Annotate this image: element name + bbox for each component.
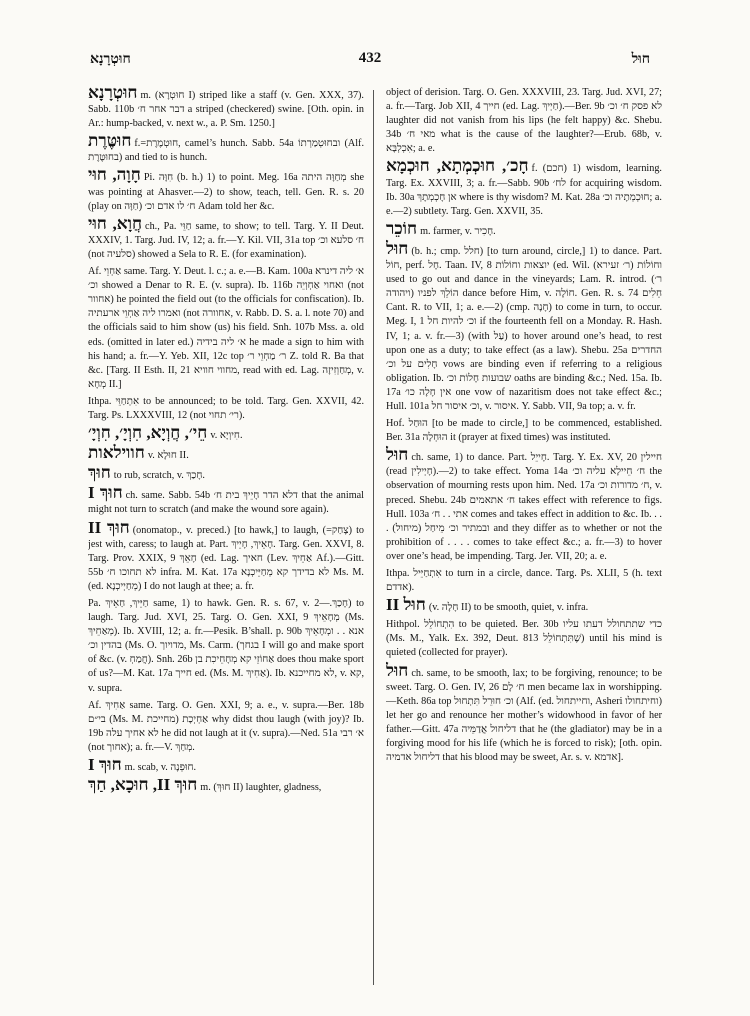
entry-headword: חוּךְ II, חוּכָא, חַךְ [88,775,198,795]
entry-text: (b. h.; cmp. חלל) [to turn around, circle,] 1) to dance. Part. חוֹל, perf. חָל. Taan. IV, 8 יוצאות וחוֹלוֹת (ed. Wil. וחוֹלוֹת (ר׳ זעירא) used to go out and dance in the vineyards; Lam. R. introd. (ר׳ ויהודה) הוֹלֵךְ לפניו dance before Him, v. חוֹלֶה. Gen. R. s. 74 חֵלִים Cant. R. to VII, 1; a. e.—2) (cmp. חָנָה) to come in turn, to occur. Meg. I, 1 וכ׳ להיות חל if the fourteenth fell on a Monday. R. Hash. IV, 1; a. v. fr.—3) (with עַל) to hover around one’s head, to rest upon one as a duty; to take effect (as a law). Shebu. 25a החדרים חָלִים על וכ׳ vows are binding even if referring to a religious obligation. Ib. שבועות חָלוֹת וכ׳ oaths are binding &c.; Ned. 15a. Ib. 17a אין חָלָה כו׳ one vow of nazaritism does not take effect &c.; Hull. 101a וכ׳ איסור חל, v. איסור. Y. Sabb. VII, 9a top; a. v. fr. [386,245,662,412]
dictionary-entry [386,238,662,414]
dictionary-entry [386,595,662,615]
entry-text: m. (חוּךְ II) laughter, gladness, [200,782,322,794]
dictionary-entry [88,775,364,795]
right-column [386,86,662,996]
entry-headword: חָכ׳, חוּכְמְתָא, חוּכְמָא [386,156,529,176]
dictionary-entry [88,463,364,483]
entry-text: f. (חכם) 1) wisdom, learning. Targ. Ex. XXVIII, 3; a. fr.—Sabb. 90b לח׳ for acquiring wisdom. Ib. 30a אן חָכְמְתָךְ where is thy wisdom? M. Kat. 28a חוּכְמְתָיה וכ׳; a. e.—2) subtlety. Targ. Gen. XXVII, 35. [386,163,662,217]
entry-text: m. scab, v. חוּפְנָה. [124,762,197,774]
entry-text: v. חִיוְיָא. [210,430,243,442]
dictionary-entry [88,443,364,463]
entry-headword: חוּל [386,660,409,680]
left-column [88,86,364,996]
entry-text: Af. אַחִיךְ same. Targ. O. Gen. XXI, 9; a. e., v. supra.—Ber. 18b בי״ם (Ms. M. מחייכת) אַחְיְכָת why didst thou laugh (with joy)? Ib. 19b לא אחיך עלה he did not laugh at it (v. supra).—Ned. 51a א׳ רבי (not אחוך); a. fr.—V. מְחַךְ. [88,699,364,753]
entry-headword: חוּל II [386,595,426,615]
entry-headword: חֵי׳, חֲוְיָא, חִוְיָ׳, חִוְיָ׳ [88,423,208,443]
dictionary-entry [386,86,662,156]
dictionary-entry [88,699,364,755]
entry-text: v. חוּלָא II. [147,450,189,462]
entry-text: Ithpa. אִתְחַוֵּי to be announced; to be told. Targ. Gen. XXVII, 42. Targ. Ps. LXXXVIII, 12 (not רי׳ תחוי). [88,395,364,421]
entry-text: Af. אַחְוֵי same. Targ. Y. Deut. l. c.; a. e.—B. Kam. 100a א׳ ליה דינרא וכ׳ showed a Denar to R. E. (v. supra). Ib. 116b ואחוי אַחְוְיֵה (not אחוור) he pointed the field out (to the officials for confiscation). Ib. ואמרו ליה אַחְוֵי ארעתיה (not אחוורה, v. Rabb. D. S. a. l. note 70) and the officials said to him show (us) his field. Snh. 107b Mss. a. old eds. (omitted in later ed.) א׳ ליה בידיה he made a sign to him with his hand; a. fr.—Y. Yeb. XII, 12c top ר׳ מַחְוֵי ר׳ Z. told R. Ba that &c. [Targ. II Esth. II, 21 מחווי חוויא, read with ed. Lag. מְחַוְזִיזָה, v. מְחָא II.] [88,266,364,390]
dictionary-entry [88,517,364,594]
column-divider [373,90,374,985]
left-guide-word: חוּטְרָנָא [90,52,131,67]
page-number: 432 [358,50,382,66]
entry-text: f.=חוּטְמֶרֶת, camel’s hunch. Sabb. 54a ובחוּטְמַרְתוֹ (Alf. בחוּטֶּרֶת) and tied to is hunch. [88,138,364,164]
dictionary-entry [386,218,662,239]
dictionary-entry [386,618,662,660]
entry-text: to rub, scratch, v. חָכַךְ. [113,470,205,482]
entry-text: ch. same, to be smooth, lax; to be forgiving, renounce; to be sweet. Targ. O. Gen. IV, 26 ח׳ לָם men became lax in worshipping.—Keth. 86a top וכ׳ חוּרֵל תִּתְחוּל (Alf. (ed. וחייתחול, Asheri וחיתחולו) let her go and renounce her mother’s widowhood in favor of her father.—Gitt. 47a דליחול אֲדַמֵּיה that he (the gladiator) may be in a forgiving mood for his life (which he is forced to risk); [oth. opin. דליחול אדמיה that his blood may be sweet, Ar. s. v. אדמא]. [386,667,662,764]
dictionary-entry [88,265,364,392]
dictionary-entry [386,417,662,445]
entry-text: m. (חוּטְרָא I) striped like a staff (v. Gen. XXX, 37). Sabb. 110b דבר אחר ח׳ a striped (checkered) swine. [Oth. opin. in Ar.: hump-backed, v. next w., a. P. Sm. 1250.] [88,90,364,130]
entry-headword: חָוָה, חוּי [88,165,141,185]
entry-text: ch. same, 1) to dance. Part. חָייֵל. Targ. Y. Ex. XV, 20 חיילין (read חָיְילִין).—2) to take effect. Yoma 14a ח׳ חֵיילָא עליה וכ׳ the observation of mourning rests upon him. Ned. 17a ח׳ מדורות וכ׳, v. preced. Shebu. 24b ח׳ אתאמים takes effect with reference to figs. Hull. 103a אתי . . ח׳ comes and takes effect in addition to &c. Ib. . . . ובמתיר וכ׳ מֵיחַל (מיחול) and they differ as to whether or not the prohibition of . . . . comes to take effect &c.; a. fr.—3) to hover over one’s head, be impending. Targ. Jer. VII, 20; a. e. [386,452,662,562]
entry-text: object of derision. Targ. O. Gen. XXXVIII, 23. Targ. Jud. XVI, 27; a. fr.—Targ. Job XII, 4 חייך (ed. Lag. חַיְיךְ).—Ber. 9b לא פסק ח׳ וכ׳ laughter did not vanish from his lips (he felt happy) &c. Shebu. 34b מאי ח׳ what is the cause of the laughter?—Erub. 68b, v. אִכְלְבָּא; a. e. [386,87,662,155]
entry-headword: חוֹכֵר [386,218,418,238]
entry-text: m. farmer, v. חָכִיר. [420,225,496,237]
dictionary-entry [88,131,364,165]
entry-text: ch. same. Sabb. 54b דלא הדר חָיֵיךְ בית ח׳ that the animal might not turn to scratch (and make the wound sore again). [88,490,364,516]
entry-text: Pi. חִוָּה (b. h.) 1) to point. Meg. 16a מְחַוָּה היתה she was pointing at Ahasver.—2) to show, teach, tell. Gen. R. s. 20 (play on חַוָּה) ח׳ לו אדם וכ׳ Adam told her &c. [88,172,364,212]
dictionary-entry [88,165,364,213]
dictionary-entry [386,567,662,595]
entry-headword: חוּךְ II [88,517,130,537]
dictionary-entry [88,213,364,262]
dictionary-entry [88,755,364,775]
entry-text: (onomatop., v. preced.) [to hawk,] to laugh, (=צָחַק) to jest with, caress; to laugh at. Part. חָאֵיךְ, חָיֵיךְ. Targ. Gen. XXVI, 8. Targ. Prov. XXIX, 9 חָאֵךְ (ed. Lag. חאיך (Lev. אַחֵיךְ Af.).—Gitt. 55b לא תחוכו ח׳ infra. M. Kat. 17a לא בדידך קא מְחַיֵּיכְנָא Ms. M. (ed. מְחַיְיכְנָא) I do not laugh at thee; a. fr. [88,524,364,592]
entry-headword: חֲוָא, חוּי [88,213,143,233]
dictionary-entry [88,395,364,423]
entry-headword: חווילאות [88,443,145,463]
entry-headword: חוּךְ I [88,483,123,503]
entry-headword: חוּךְ [88,463,111,483]
running-head [90,52,650,74]
entry-text: Ithpa. אִתְחַיֵּיל to turn in a circle, dance. Targ. Ps. XLII, 5 (h. text אדדם). [386,568,662,594]
entry-headword: חוּטֶּרֶת [88,131,132,151]
dictionary-entry [88,423,364,443]
entry-headword: חוּךְ I [88,755,122,775]
entry-text: Pa. חַיֵּיךְ, חַאֵיךְ same, 1) to hawk. Gen. R. s. 67, v. חָכַךְ.—2) to laugh. Targ. Jud. XVI, 25. Targ. O. Gen. XXI, 9 מְחָאֵיךְ (Ms. מְאַחֵיךְ). Ib. XVIII, 12; a. fr.—Pesik. B’shall. p. 90b אנא . . ומְחָאֵיךְ בהדין וכ׳ (Ms. O. מדויוך, Ms. Carm. (בגחך I will go and make sport of &c. (v. חֲמַחְ). Snh. 26b אַחוֹזֵי קא מְחָחֵיכִת בן does thou make sport of us?—M. Kat. 17a חייך ed. (Ms. M. אַחִיךְ). Ib. לא מחייכנא, v. קא, v. supra. [88,598,364,694]
entry-headword: חוּטְרָנָא [88,86,138,102]
entry-headword: חוּל [386,238,409,258]
right-guide-word: חוּל [631,52,650,67]
entry-headword: חוּל [386,445,409,465]
entry-text: Hof. הוּחַל [to be made to circle,] to be commenced, established. Ber. 31a הוּחְלָה it (prayer at fixed times) was instituted. [386,418,662,444]
entry-text: (v. חָלָה II) to be smooth, quiet, v. infra. [428,602,589,614]
entry-text: Hithpol. הִתְחוֹלֵל to be quieted. Ber. 30b כדי שתתחולל דעתו עליו (Ms. M., Yalk. Ex. 392, Deut. 813 שֶׁתִּתְחוֹלֵל) until his mind is quieted (collected for prayer). [386,619,662,659]
entry-text: ch., Pa. חַוֵּי same, to show; to tell. Targ. Y. II Deut. XXXIV, 1. Targ. Jud. IV, 12; a. fr.—Y. Kil. VII, 31a top ח׳ סלעא וכ׳ (not סלעיה) showed a Sela to R. E. (for examination). [88,220,364,260]
dictionary-entry [386,156,662,218]
dictionary-entry [386,445,662,564]
dictionary-entry [88,483,364,517]
dictionary-entry [386,660,662,766]
dictionary-entry [88,86,364,131]
dictionary-entry [88,597,364,696]
